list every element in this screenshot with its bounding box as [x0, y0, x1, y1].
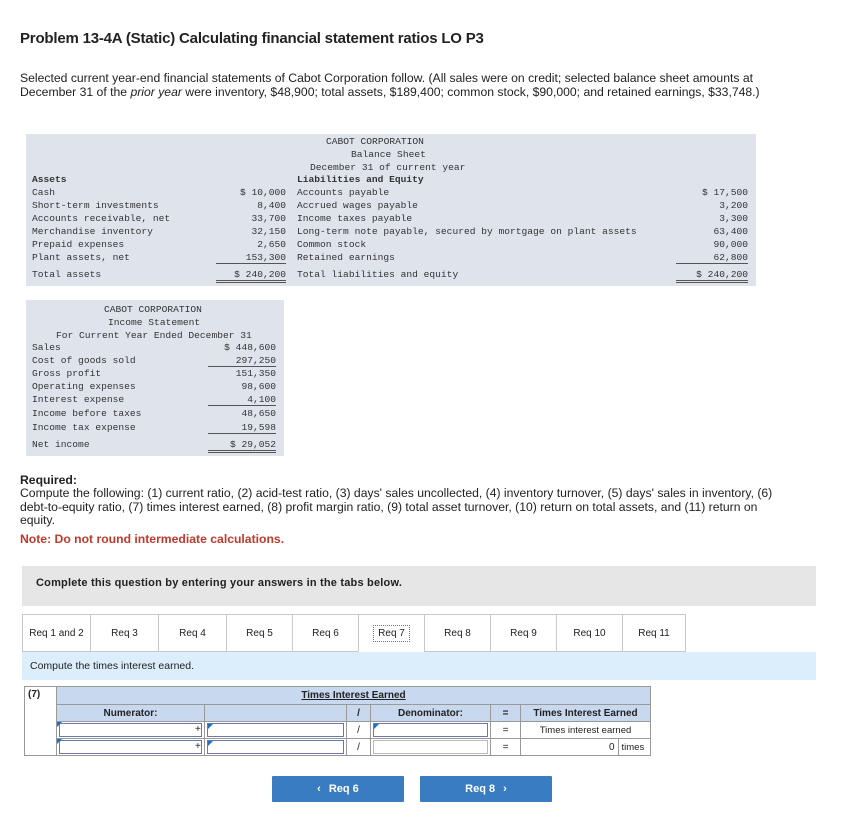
divide-sign: / [347, 722, 371, 739]
is-row-label: Cost of goods sold [32, 355, 136, 366]
problem-title: Problem 13-4A (Static) Calculating financial statement ratios LO P3 [20, 30, 484, 47]
tab-req-6[interactable]: Req 6 [292, 614, 358, 652]
liab-header: Liabilities and Equity [297, 174, 424, 185]
instruction-text: Compute the times interest earned. [22, 652, 816, 680]
divide-sign: / [347, 739, 371, 756]
liab-label: Common stock [297, 239, 367, 250]
is-row-value: 297,250 [208, 355, 276, 367]
is-row-value: $ 29,052 [208, 439, 276, 453]
tab-req-1-and-2[interactable]: Req 1 and 2 [22, 614, 90, 652]
tab-req-8[interactable]: Req 8 [424, 614, 490, 652]
asset-label: Cash [32, 187, 56, 198]
asset-value: $ 10,000 [239, 187, 286, 198]
liab-value: 3,300 [719, 213, 748, 224]
asset-value: 33,700 [251, 213, 286, 224]
next-label: Req 8 [465, 783, 496, 795]
liab-value: 90,000 [713, 239, 748, 250]
asset-label: Plant assets, net [32, 252, 130, 263]
liab-label: Accrued wages payable [297, 200, 418, 211]
req-tabs [22, 614, 686, 652]
prev-button[interactable] [272, 776, 404, 802]
liab-value: 62,800 [676, 252, 748, 264]
asset-label: Prepaid expenses [32, 239, 125, 250]
required-body: Compute the following: (1) current ratio, (2) acid-test ratio, (3) days' sales uncollected, (4) inventory turnover, (5) days' sales in inventory, (6) debt-to-equity ratio, (7) times interest earned, (8) profit margin ratio, (9) total asset turnover, (10) return on total assets, and (11) return on equity. [20, 486, 773, 527]
tab-req-9[interactable]: Req 9 [490, 614, 556, 652]
result-row-label: Times interest earned [521, 722, 651, 739]
result-label: Times Interest Earned [521, 705, 651, 722]
balance-sheet [26, 134, 756, 286]
asset-value: 2,650 [257, 239, 286, 250]
result-value: 0 [521, 739, 619, 756]
is-period: For Current Year Ended December 31 [56, 330, 252, 341]
liab-label: Income taxes payable [297, 213, 413, 224]
liab-value: $ 17,500 [701, 187, 748, 198]
table-title: Times Interest Earned [57, 687, 651, 705]
tab-req-7[interactable]: Req 7 [358, 614, 424, 652]
bs-date: December 31 of current year [310, 162, 466, 173]
chevron-right-icon: › [503, 783, 507, 795]
numerator-input-1[interactable] [57, 722, 205, 739]
complete-banner: Complete this question by entering your answers in the tabs below. [22, 566, 816, 606]
asset-value: 8,400 [257, 200, 286, 211]
item-number: (7) [25, 687, 57, 756]
is-row-label: Interest expense [32, 394, 125, 405]
is-row-value: 98,600 [241, 381, 276, 392]
liab-label: Long-term note payable, secured by mortgage on plant assets [297, 226, 637, 237]
total-liab-value: $ 240,200 [676, 269, 748, 283]
numerator-input-3[interactable] [57, 739, 205, 756]
prev-label: Req 6 [328, 783, 359, 795]
asset-value: 153,300 [216, 252, 286, 264]
total-liab-label: Total liabilities and equity [297, 269, 459, 280]
intro-text: Selected current year-end financial statements of Cabot Corporation follow. (All sales were on credit; selected balance sheet amounts at December 31 of the prior year were inventory, $48,900; total assets, $189,400; common stock, $90,000; and retained earnings, $33,748.) [20, 71, 760, 99]
tab-req-4[interactable]: Req 4 [158, 614, 226, 652]
required-title: Required: [20, 473, 77, 487]
is-row-label: Sales [32, 342, 61, 353]
asset-label: Merchandise inventory [32, 226, 153, 237]
divide-sign: / [347, 705, 371, 722]
equals-sign: = [491, 722, 521, 739]
is-row-label: Income tax expense [32, 422, 136, 433]
times-interest-table [24, 686, 654, 756]
liab-label: Accounts payable [297, 187, 390, 198]
result-unit: times [618, 739, 651, 756]
asset-value: 32,150 [251, 226, 286, 237]
is-title: Income Statement [108, 317, 201, 328]
chevron-left-icon: ‹ [317, 783, 321, 795]
bs-title: Balance Sheet [351, 149, 426, 160]
is-row-label: Gross profit [32, 368, 102, 379]
total-assets-label: Total assets [32, 269, 102, 280]
assets-header: Assets [32, 174, 67, 185]
liab-value: 3,200 [719, 200, 748, 211]
is-row-value: $ 448,600 [224, 342, 276, 353]
numerator-input-4[interactable] [207, 740, 344, 754]
equals-sign: = [491, 739, 521, 756]
tab-req-11[interactable]: Req 11 [622, 614, 686, 652]
is-company: CABOT CORPORATION [104, 304, 202, 315]
is-row-label: Operating expenses [32, 381, 136, 392]
denominator-input[interactable] [373, 723, 488, 737]
liab-label: Retained earnings [297, 252, 395, 263]
plus-sign: + [195, 741, 201, 752]
denominator-label: Denominator: [371, 705, 491, 722]
equals-sign: = [491, 705, 521, 722]
tab-req-10[interactable]: Req 10 [556, 614, 622, 652]
asset-label: Short-term investments [32, 200, 159, 211]
is-row-label: Net income [32, 439, 90, 450]
is-row-value: 151,350 [235, 368, 276, 379]
total-assets-value: $ 240,200 [216, 269, 286, 283]
is-row-value: 48,650 [241, 408, 276, 419]
tab-req-5[interactable]: Req 5 [226, 614, 292, 652]
is-row-label: Income before taxes [32, 408, 142, 419]
asset-label: Accounts receivable, net [32, 213, 171, 224]
numerator-input-2[interactable] [207, 723, 344, 737]
plus-sign: + [195, 724, 201, 735]
is-row-value: 4,100 [208, 394, 276, 406]
denominator-input-2[interactable] [373, 740, 488, 754]
required-note: Note: Do not round intermediate calculations. [20, 532, 285, 546]
income-statement [26, 300, 284, 456]
bs-company: CABOT CORPORATION [326, 136, 424, 147]
next-button[interactable] [420, 776, 552, 802]
numerator-label: Numerator: [57, 705, 205, 722]
tab-req-3[interactable]: Req 3 [90, 614, 158, 652]
is-row-value: 19,598 [208, 422, 276, 434]
liab-value: 63,400 [713, 226, 748, 237]
